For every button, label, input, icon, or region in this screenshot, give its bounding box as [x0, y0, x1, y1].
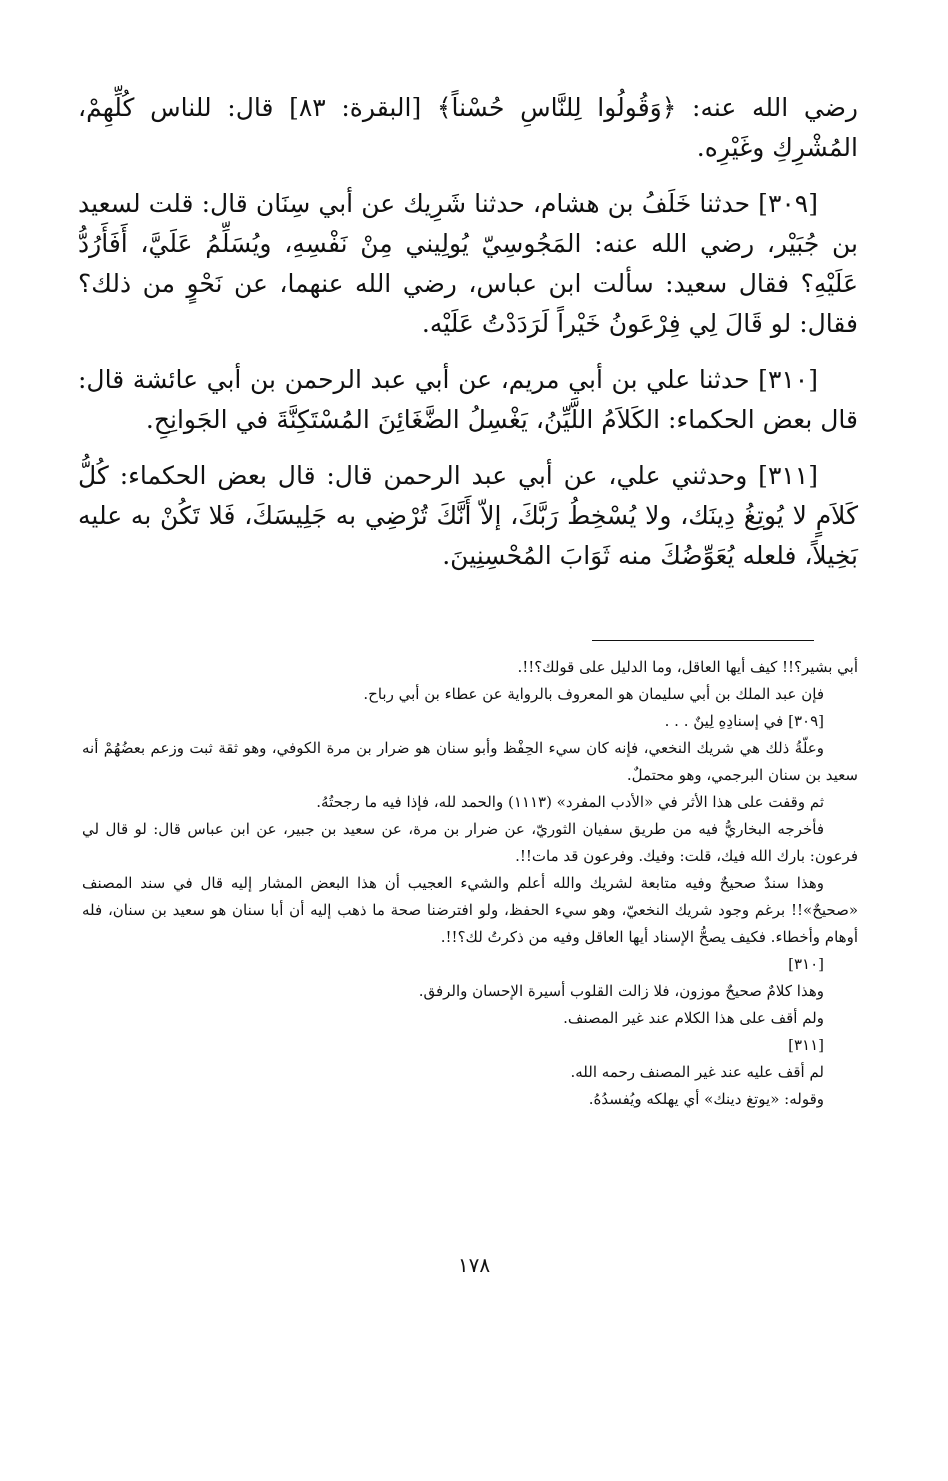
- footnote-line: وقوله: «يوتغ دينك» أي يهلكه ويُفسدُهُ.: [588, 1090, 824, 1108]
- main-text-block: [78, 88, 858, 592]
- footnote-line: أبي بشير؟!! كيف أيها العاقل، وما الدليل على قولك؟!!.: [517, 658, 858, 676]
- footnote-line: فإن عبد الملك بن أبي سليمان هو المعروف بالرواية عن عطاء بن أبي رباح.: [363, 685, 824, 703]
- footnote-309-heading: [٣٠٩] في إسنادِهِ لِينٌ . . .: [664, 712, 824, 730]
- footnote-divider: [592, 640, 814, 641]
- footnotes-block: [82, 654, 858, 1113]
- footnote-line: ولم أقف على هذا الكلام عند غير المصنف.: [563, 1009, 824, 1027]
- footnote-311-heading: [٣١١]: [788, 1036, 824, 1054]
- hadith-310-paragraph: [٣١٠] حدثنا علي بن أبي مريم، عن أبي عبد الرحمن بن أبي عائشة قال: قال بعض الحكماء: الكَلاَمُ اللَّيِّنُ، يَغْسِلُ الضَّغَائِنَ المُسْتَكِنَّةَ في الجَوانِحِ.: [78, 365, 858, 434]
- footnote-line: لم أقف عليه عند غير المصنف رحمه الله.: [570, 1063, 824, 1081]
- page-number: ١٧٨: [457, 1253, 491, 1277]
- footnote-line: ثم وقفت على هذا الأثر في «الأدب المفرد» (١١١٣) والحمد لله، فإذا فيه ما رجحتُهُ.: [316, 793, 824, 811]
- footnote-line: فأخرجه البخاريُّ فيه من طريق سفيان الثوريّ، عن ضرار بن مرة، عن سعيد بن جبير، عن ابن عباس قال: لو قال لي فرعون: بارك الله فيك، قلت: وفيك. وفرعون قد مات!!.: [82, 820, 858, 865]
- footnote-line: وهذا سندٌ صحيحٌ وفيه متابعة لشريك والله أعلم والشيء العجيب أن هذا البعض المشار إليه قال في سند المصنف «صحيحٌ»!! برغم وجود شريك النخعيّ، وهو سيء الحفظ، ولو افترضنا صحة ما ذهب إليه أن أبا سنان هو سعيد بن سنان، فله أوهام وأخطاء. فكيف يصحُّ الإسناد أيها العاقل وفيه من ذكرتُ لك؟!!.: [82, 874, 858, 946]
- footnote-line: وهذا كلامٌ صحيحٌ موزون، فلا زالت القلوب أسيرة الإحسان والرفق.: [418, 982, 824, 1000]
- footnote-line: وعلّةُ ذلك هي شريك النخعي، فإنه كان سيء الحِفْظ وأبو سنان هو ضرار بن مرة الكوفي، وهو ثقة ثبت وزعم بعضُهُمْ أنه سعيد بن سنان البرجمي، وهو محتملٌ.: [82, 739, 858, 784]
- continuation-paragraph: رضي الله عنه: ﴿وَقُولُوا لِلنَّاسِ حُسْناً﴾ [البقرة: ٨٣] قال: للناس كُلِّهِمْ، المُشْرِكِ وغَيْرِه.: [78, 93, 858, 162]
- hadith-309-paragraph: [٣٠٩] حدثنا خَلَفُ بن هشام، حدثنا شَرِيك عن أبي سِنَان قال: قلت لسعيد بن جُبَيْر، رضي الله عنه: المَجُوسِيّ يُولِيني مِنْ نَفْسِهِ، ويُسَلِّمُ عَلَيَّ، أَفَأَرُدُّ عَلَيْهِ؟ فقال سعيد: سألت ابن عباس، رضي الله عنهما، عن نَحْوٍ من ذلك؟ فقال: لو قَالَ لِي فِرْعَونُ خَيْراً لَرَدَدْتُ عَلَيْه.: [78, 189, 858, 338]
- hadith-311-paragraph: [٣١١] وحدثني علي، عن أبي عبد الرحمن قال: قال بعض الحكماء: كُلُّ كَلاَمٍ لا يُوتِغُ دِينَك، ولا يُسْخِطُ رَبَّكَ، إلاّ أَنَّكَ تُرْضِي به جَلِيسَكَ، فَلا تَكُنْ به عليه بَخِيلاً، فلعله يُعَوِّضُكَ منه ثَوَابَ المُحْسِنِينَ.: [78, 461, 858, 570]
- footnote-310-heading: [٣١٠]: [788, 955, 824, 973]
